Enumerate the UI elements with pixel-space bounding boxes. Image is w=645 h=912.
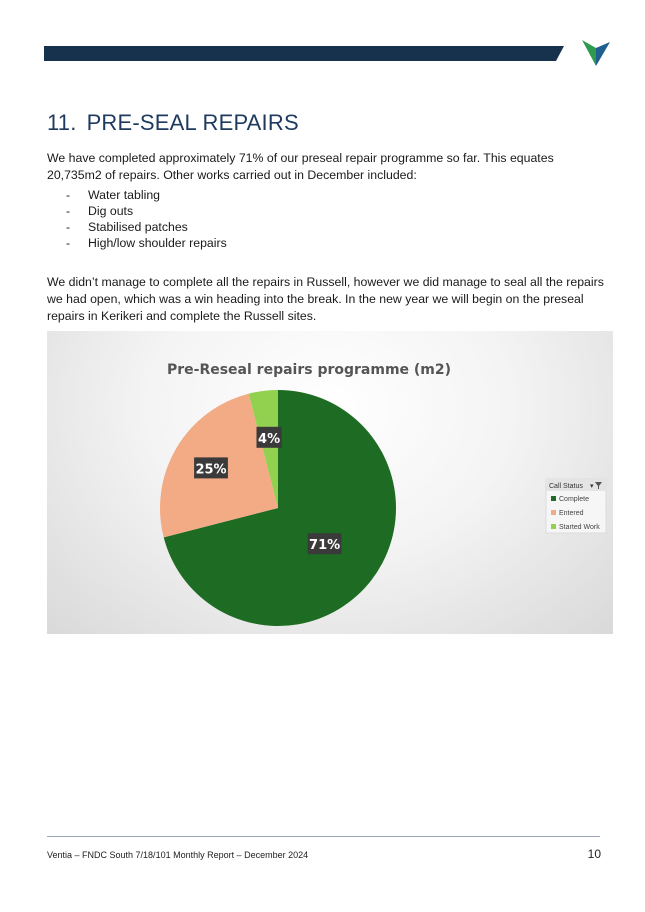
list-item xyxy=(62,187,227,203)
list-dash: - xyxy=(66,220,71,234)
section-title xyxy=(47,110,299,136)
header-bar xyxy=(44,46,564,61)
data-label-entered: 25% xyxy=(195,462,227,478)
footer-text: Ventia – FNDC South 7/18/101 Monthly Report – December 2024 xyxy=(47,850,309,860)
intro-paragraph: We have completed approximately 71% of our preseal repair programme so far. This equates 20,735m2 of repairs. Other works carried out in December included: xyxy=(47,151,554,182)
list-item-text: Water tabling xyxy=(88,188,160,202)
list-item-text: Stabilised patches xyxy=(88,220,188,234)
filter-dropdown-icon: ▾ xyxy=(590,482,594,490)
legend-swatch-started-work xyxy=(551,524,556,529)
list-dash: - xyxy=(66,204,71,218)
list-item-text: Dig outs xyxy=(88,204,134,218)
list-dash: - xyxy=(66,188,71,202)
list-item xyxy=(62,235,227,251)
data-label-started-work: 4% xyxy=(258,431,281,447)
works-list xyxy=(62,187,227,251)
list-item-text: High/low shoulder repairs xyxy=(88,236,227,250)
legend-label-complete: Complete xyxy=(559,496,589,503)
legend-swatch-entered xyxy=(551,510,556,515)
legend-label-started-work: Started Work xyxy=(559,524,600,531)
section-number: 11. xyxy=(47,110,77,135)
legend-title: Call Status xyxy=(549,483,583,490)
page-number: 10 xyxy=(587,847,601,861)
list-item xyxy=(62,219,227,235)
chart-title: Pre-Reseal repairs programme (m2) xyxy=(166,362,452,378)
ventia-logo xyxy=(582,40,610,66)
list-item xyxy=(62,203,227,219)
russell-paragraph: We didn’t manage to complete all the repairs in Russell, however we did manage to seal all the repairs we had open, which was a win heading into the break. In the new year we will begin on the preseal repairs in Kerikeri and complete the Russell sites. xyxy=(47,275,604,323)
section-heading: PRE-SEAL REPAIRS xyxy=(86,110,299,135)
legend-label-entered: Entered xyxy=(559,510,584,517)
pie-chart xyxy=(47,331,613,634)
pie-chart-panel xyxy=(47,331,613,634)
legend-swatch-complete xyxy=(551,496,556,501)
data-label-complete: 71% xyxy=(309,538,341,554)
footer-divider xyxy=(47,836,600,837)
list-dash: - xyxy=(66,236,71,250)
